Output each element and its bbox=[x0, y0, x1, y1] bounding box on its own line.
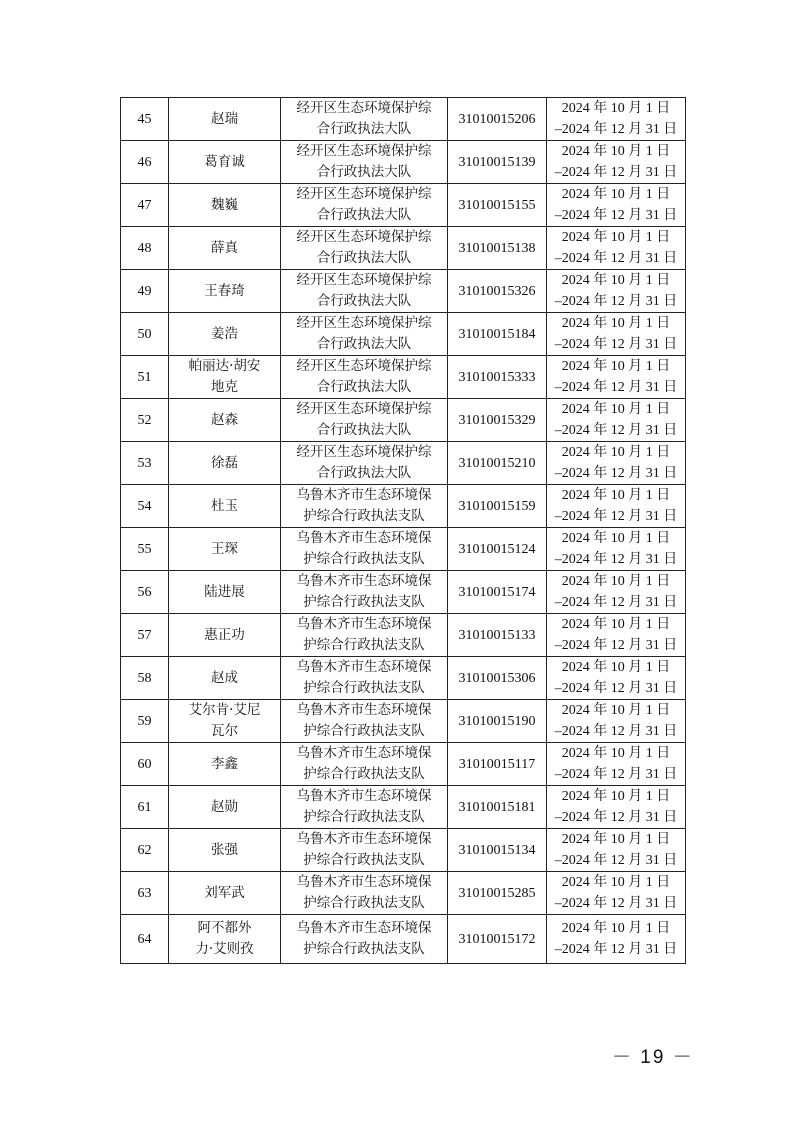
row-number: 64 bbox=[121, 915, 169, 964]
period-cell-line: 2024 年 10 月 1 日 bbox=[561, 660, 671, 675]
period-cell-line: –2024 年 12 月 31 日 bbox=[554, 509, 678, 524]
unit-cell bbox=[281, 227, 448, 270]
unit-cell-line: 合行政执法大队 bbox=[316, 164, 412, 180]
id-cell: 31010015174 bbox=[448, 571, 547, 614]
name-cell bbox=[169, 743, 281, 786]
unit-cell bbox=[281, 442, 448, 485]
name-cell bbox=[169, 227, 281, 270]
row-number: 48 bbox=[121, 227, 169, 270]
unit-cell-line: 乌鲁木齐市生态环境保 bbox=[296, 702, 432, 718]
row-number: 45 bbox=[121, 98, 169, 141]
table-row bbox=[121, 184, 686, 227]
unit-cell-line: 护综合行政执法支队 bbox=[303, 766, 425, 782]
id-cell: 31010015139 bbox=[448, 141, 547, 184]
table-row bbox=[121, 227, 686, 270]
period-cell bbox=[547, 270, 686, 313]
unit-cell-line: 经开区生态环境保护综 bbox=[296, 401, 432, 417]
unit-cell bbox=[281, 829, 448, 872]
name-cell bbox=[169, 829, 281, 872]
id-cell: 31010015329 bbox=[448, 399, 547, 442]
name-cell bbox=[169, 700, 281, 743]
id-cell: 31010015210 bbox=[448, 442, 547, 485]
name-cell-line: 赵森 bbox=[211, 411, 238, 428]
period-cell-line: –2024 年 12 月 31 日 bbox=[554, 466, 678, 481]
name-cell bbox=[169, 657, 281, 700]
id-cell: 31010015138 bbox=[448, 227, 547, 270]
unit-cell-line: 乌鲁木齐市生态环境保 bbox=[296, 616, 432, 632]
id-cell: 31010015133 bbox=[448, 614, 547, 657]
period-cell-line: 2024 年 10 月 1 日 bbox=[561, 746, 671, 761]
table-row bbox=[121, 915, 686, 964]
row-number: 46 bbox=[121, 141, 169, 184]
unit-cell-line: 经开区生态环境保护综 bbox=[296, 315, 432, 331]
row-number: 58 bbox=[121, 657, 169, 700]
id-cell: 31010015172 bbox=[448, 915, 547, 964]
name-cell-line: 杜玉 bbox=[211, 497, 238, 514]
period-cell-line: –2024 年 12 月 31 日 bbox=[554, 294, 678, 309]
unit-cell-line: 合行政执法大队 bbox=[316, 336, 412, 352]
period-cell-line: 2024 年 10 月 1 日 bbox=[561, 316, 671, 331]
period-cell-line: –2024 年 12 月 31 日 bbox=[554, 380, 678, 395]
row-number: 56 bbox=[121, 571, 169, 614]
name-cell bbox=[169, 442, 281, 485]
row-number: 62 bbox=[121, 829, 169, 872]
name-cell-line: 赵成 bbox=[211, 669, 238, 686]
name-cell-line: 薛真 bbox=[211, 239, 238, 256]
name-cell-line: 惠正功 bbox=[204, 626, 245, 643]
period-cell-line: 2024 年 10 月 1 日 bbox=[561, 402, 671, 417]
unit-cell-line: 护综合行政执法支队 bbox=[303, 895, 425, 911]
unit-cell-line: 护综合行政执法支队 bbox=[303, 680, 425, 696]
id-cell: 31010015181 bbox=[448, 786, 547, 829]
table-row bbox=[121, 313, 686, 356]
name-cell-line: 帕丽达·胡安 bbox=[188, 358, 261, 374]
table-row bbox=[121, 829, 686, 872]
name-cell-line: 瓦尔 bbox=[211, 723, 238, 739]
row-number: 60 bbox=[121, 743, 169, 786]
name-cell-line: 李鑫 bbox=[211, 755, 238, 772]
unit-cell bbox=[281, 571, 448, 614]
name-cell-line: 魏巍 bbox=[211, 196, 238, 213]
unit-cell bbox=[281, 657, 448, 700]
unit-cell-line: 合行政执法大队 bbox=[316, 422, 412, 438]
period-cell bbox=[547, 485, 686, 528]
period-cell bbox=[547, 657, 686, 700]
name-cell-line: 姜浩 bbox=[211, 325, 238, 342]
period-cell-line: –2024 年 12 月 31 日 bbox=[554, 251, 678, 266]
period-cell-line: –2024 年 12 月 31 日 bbox=[554, 552, 678, 567]
name-cell-line: 力·艾则孜 bbox=[195, 941, 254, 957]
name-cell-line: 赵瑞 bbox=[211, 110, 238, 127]
period-cell-line: 2024 年 10 月 1 日 bbox=[561, 230, 671, 245]
unit-cell-line: 经开区生态环境保护综 bbox=[296, 272, 432, 288]
period-cell-line: –2024 年 12 月 31 日 bbox=[554, 595, 678, 610]
name-cell-line: 王春琦 bbox=[204, 282, 245, 299]
period-cell bbox=[547, 700, 686, 743]
period-cell-line: 2024 年 10 月 1 日 bbox=[561, 101, 671, 116]
period-cell-line: 2024 年 10 月 1 日 bbox=[561, 187, 671, 202]
period-cell-line: –2024 年 12 月 31 日 bbox=[554, 896, 678, 911]
period-cell-line: 2024 年 10 月 1 日 bbox=[561, 574, 671, 589]
period-cell bbox=[547, 313, 686, 356]
unit-cell-line: 护综合行政执法支队 bbox=[303, 594, 425, 610]
table-row bbox=[121, 442, 686, 485]
id-cell: 31010015117 bbox=[448, 743, 547, 786]
unit-cell bbox=[281, 872, 448, 915]
unit-cell bbox=[281, 356, 448, 399]
unit-cell-line: 合行政执法大队 bbox=[316, 121, 412, 137]
unit-cell-line: 护综合行政执法支队 bbox=[303, 508, 425, 524]
period-cell bbox=[547, 528, 686, 571]
period-cell-line: –2024 年 12 月 31 日 bbox=[554, 638, 678, 653]
period-cell-line: –2024 年 12 月 31 日 bbox=[554, 337, 678, 352]
unit-cell-line: 护综合行政执法支队 bbox=[303, 551, 425, 567]
unit-cell bbox=[281, 399, 448, 442]
id-cell: 31010015184 bbox=[448, 313, 547, 356]
table-row bbox=[121, 270, 686, 313]
period-cell-line: 2024 年 10 月 1 日 bbox=[561, 703, 671, 718]
row-number: 52 bbox=[121, 399, 169, 442]
unit-cell-line: 合行政执法大队 bbox=[316, 379, 412, 395]
period-cell bbox=[547, 356, 686, 399]
table-row bbox=[121, 657, 686, 700]
name-cell bbox=[169, 786, 281, 829]
unit-cell-line: 乌鲁木齐市生态环境保 bbox=[296, 745, 432, 761]
name-cell-line: 赵勋 bbox=[211, 798, 238, 815]
unit-cell-line: 乌鲁木齐市生态环境保 bbox=[296, 874, 432, 890]
period-cell-line: 2024 年 10 月 1 日 bbox=[561, 789, 671, 804]
period-cell bbox=[547, 141, 686, 184]
id-cell: 31010015134 bbox=[448, 829, 547, 872]
period-cell-line: 2024 年 10 月 1 日 bbox=[561, 273, 671, 288]
unit-cell bbox=[281, 743, 448, 786]
name-cell bbox=[169, 399, 281, 442]
table-row bbox=[121, 485, 686, 528]
name-cell bbox=[169, 872, 281, 915]
table-row bbox=[121, 743, 686, 786]
table-row bbox=[121, 98, 686, 141]
name-cell-line: 刘军武 bbox=[204, 884, 245, 901]
page-number: － 19 － bbox=[612, 1047, 694, 1068]
unit-cell-line: 乌鲁木齐市生态环境保 bbox=[296, 487, 432, 503]
personnel-table bbox=[120, 97, 686, 964]
name-cell bbox=[169, 915, 281, 964]
unit-cell-line: 经开区生态环境保护综 bbox=[296, 143, 432, 159]
name-cell bbox=[169, 98, 281, 141]
unit-cell-line: 乌鲁木齐市生态环境保 bbox=[296, 659, 432, 675]
period-cell-line: –2024 年 12 月 31 日 bbox=[554, 122, 678, 137]
row-number: 59 bbox=[121, 700, 169, 743]
name-cell-line: 王琛 bbox=[211, 540, 238, 557]
unit-cell-line: 经开区生态环境保护综 bbox=[296, 186, 432, 202]
unit-cell-line: 合行政执法大队 bbox=[316, 250, 412, 266]
unit-cell bbox=[281, 528, 448, 571]
period-cell-line: –2024 年 12 月 31 日 bbox=[554, 681, 678, 696]
name-cell bbox=[169, 485, 281, 528]
table-row bbox=[121, 356, 686, 399]
table-row bbox=[121, 872, 686, 915]
period-cell bbox=[547, 98, 686, 141]
period-cell-line: –2024 年 12 月 31 日 bbox=[554, 942, 678, 957]
unit-cell bbox=[281, 915, 448, 964]
id-cell: 31010015124 bbox=[448, 528, 547, 571]
unit-cell bbox=[281, 614, 448, 657]
unit-cell bbox=[281, 270, 448, 313]
unit-cell-line: 合行政执法大队 bbox=[316, 465, 412, 481]
unit-cell bbox=[281, 786, 448, 829]
period-cell-line: –2024 年 12 月 31 日 bbox=[554, 724, 678, 739]
name-cell-line: 徐磊 bbox=[211, 454, 238, 471]
period-cell-line: –2024 年 12 月 31 日 bbox=[554, 810, 678, 825]
row-number: 61 bbox=[121, 786, 169, 829]
name-cell-line: 阿不都外 bbox=[197, 920, 252, 936]
period-cell bbox=[547, 399, 686, 442]
period-cell bbox=[547, 829, 686, 872]
unit-cell-line: 乌鲁木齐市生态环境保 bbox=[296, 573, 432, 589]
unit-cell bbox=[281, 313, 448, 356]
table-row bbox=[121, 786, 686, 829]
row-number: 50 bbox=[121, 313, 169, 356]
id-cell: 31010015333 bbox=[448, 356, 547, 399]
id-cell: 31010015155 bbox=[448, 184, 547, 227]
period-cell-line: 2024 年 10 月 1 日 bbox=[561, 617, 671, 632]
id-cell: 31010015206 bbox=[448, 98, 547, 141]
row-number: 63 bbox=[121, 872, 169, 915]
unit-cell-line: 经开区生态环境保护综 bbox=[296, 100, 432, 116]
row-number: 49 bbox=[121, 270, 169, 313]
period-cell-line: 2024 年 10 月 1 日 bbox=[561, 921, 671, 936]
unit-cell-line: 护综合行政执法支队 bbox=[303, 723, 425, 739]
name-cell bbox=[169, 571, 281, 614]
name-cell-line: 张强 bbox=[211, 841, 238, 858]
unit-cell bbox=[281, 98, 448, 141]
table-row bbox=[121, 399, 686, 442]
name-cell-line: 艾尔肯·艾尼 bbox=[188, 702, 261, 718]
unit-cell bbox=[281, 141, 448, 184]
period-cell bbox=[547, 442, 686, 485]
name-cell-line: 陆进展 bbox=[204, 583, 245, 600]
id-cell: 31010015306 bbox=[448, 657, 547, 700]
table-row bbox=[121, 614, 686, 657]
period-cell-line: 2024 年 10 月 1 日 bbox=[561, 875, 671, 890]
row-number: 57 bbox=[121, 614, 169, 657]
unit-cell-line: 护综合行政执法支队 bbox=[303, 637, 425, 653]
table-row bbox=[121, 528, 686, 571]
period-cell bbox=[547, 614, 686, 657]
unit-cell-line: 护综合行政执法支队 bbox=[303, 809, 425, 825]
period-cell-line: 2024 年 10 月 1 日 bbox=[561, 832, 671, 847]
name-cell bbox=[169, 141, 281, 184]
row-number: 55 bbox=[121, 528, 169, 571]
unit-cell-line: 乌鲁木齐市生态环境保 bbox=[296, 831, 432, 847]
unit-cell-line: 护综合行政执法支队 bbox=[303, 941, 425, 957]
name-cell bbox=[169, 270, 281, 313]
unit-cell-line: 经开区生态环境保护综 bbox=[296, 358, 432, 374]
name-cell bbox=[169, 528, 281, 571]
name-cell-line: 葛育诚 bbox=[204, 153, 245, 170]
period-cell bbox=[547, 571, 686, 614]
id-cell: 31010015285 bbox=[448, 872, 547, 915]
row-number: 54 bbox=[121, 485, 169, 528]
id-cell: 31010015190 bbox=[448, 700, 547, 743]
period-cell bbox=[547, 227, 686, 270]
unit-cell bbox=[281, 485, 448, 528]
period-cell bbox=[547, 743, 686, 786]
unit-cell-line: 经开区生态环境保护综 bbox=[296, 229, 432, 245]
period-cell bbox=[547, 872, 686, 915]
period-cell-line: –2024 年 12 月 31 日 bbox=[554, 853, 678, 868]
row-number: 53 bbox=[121, 442, 169, 485]
period-cell-line: –2024 年 12 月 31 日 bbox=[554, 208, 678, 223]
unit-cell-line: 乌鲁木齐市生态环境保 bbox=[296, 920, 432, 936]
period-cell bbox=[547, 915, 686, 964]
name-cell bbox=[169, 313, 281, 356]
period-cell-line: 2024 年 10 月 1 日 bbox=[561, 488, 671, 503]
row-number: 47 bbox=[121, 184, 169, 227]
table-row bbox=[121, 571, 686, 614]
unit-cell-line: 护综合行政执法支队 bbox=[303, 852, 425, 868]
unit-cell-line: 乌鲁木齐市生态环境保 bbox=[296, 788, 432, 804]
table-row bbox=[121, 141, 686, 184]
period-cell-line: –2024 年 12 月 31 日 bbox=[554, 767, 678, 782]
unit-cell-line: 合行政执法大队 bbox=[316, 293, 412, 309]
period-cell-line: 2024 年 10 月 1 日 bbox=[561, 531, 671, 546]
unit-cell bbox=[281, 700, 448, 743]
unit-cell-line: 经开区生态环境保护综 bbox=[296, 444, 432, 460]
period-cell bbox=[547, 786, 686, 829]
name-cell bbox=[169, 184, 281, 227]
table-row bbox=[121, 700, 686, 743]
period-cell bbox=[547, 184, 686, 227]
name-cell-line: 地克 bbox=[211, 379, 238, 395]
period-cell-line: –2024 年 12 月 31 日 bbox=[554, 165, 678, 180]
row-number: 51 bbox=[121, 356, 169, 399]
period-cell-line: 2024 年 10 月 1 日 bbox=[561, 359, 671, 374]
unit-cell-line: 合行政执法大队 bbox=[316, 207, 412, 223]
name-cell bbox=[169, 356, 281, 399]
period-cell-line: –2024 年 12 月 31 日 bbox=[554, 423, 678, 438]
period-cell-line: 2024 年 10 月 1 日 bbox=[561, 144, 671, 159]
name-cell bbox=[169, 614, 281, 657]
id-cell: 31010015326 bbox=[448, 270, 547, 313]
period-cell-line: 2024 年 10 月 1 日 bbox=[561, 445, 671, 460]
unit-cell-line: 乌鲁木齐市生态环境保 bbox=[296, 530, 432, 546]
id-cell: 31010015159 bbox=[448, 485, 547, 528]
unit-cell bbox=[281, 184, 448, 227]
